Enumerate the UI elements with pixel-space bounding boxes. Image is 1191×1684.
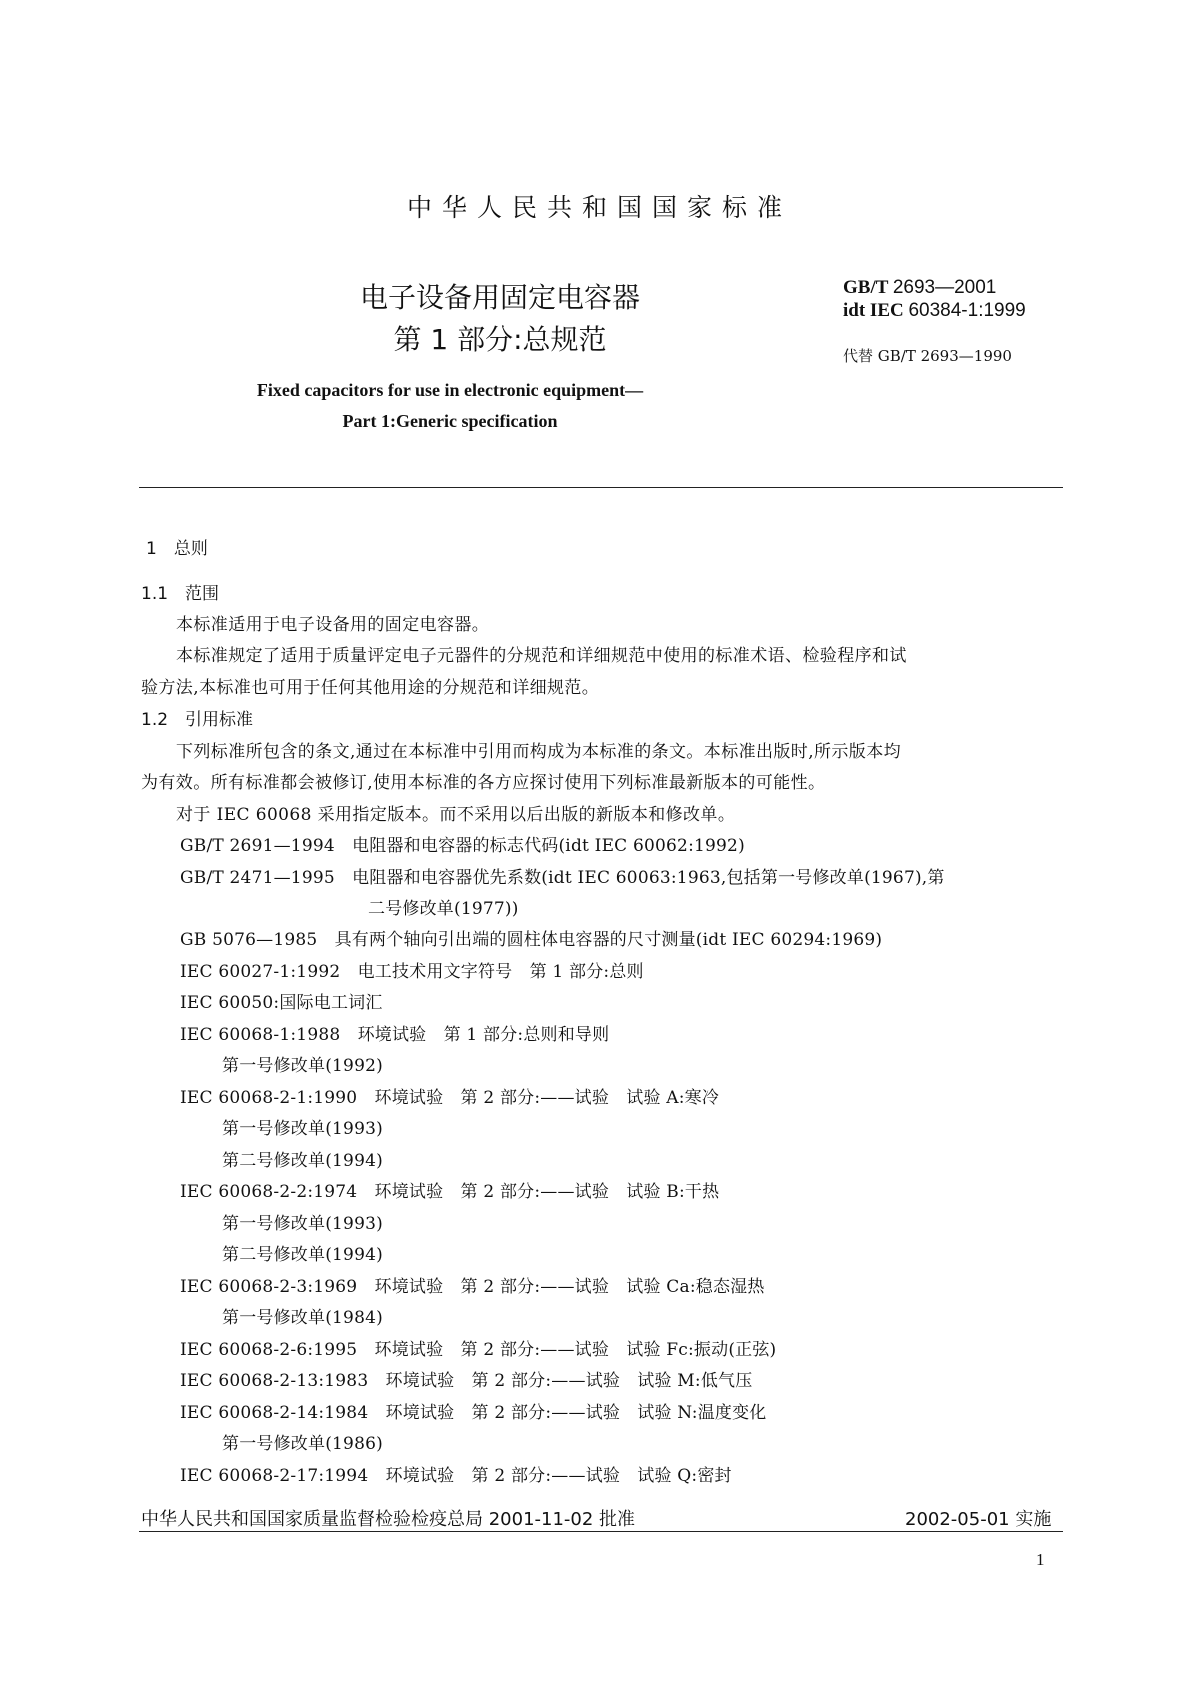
reference-item: IEC 60068-2-1:1990 环境试验 第 2 部分:——试验 试验 A:寒冷: [180, 1088, 720, 1108]
reference-item: IEC 60068-2-17:1994 环境试验 第 2 部分:——试验 试验 Q:密封: [180, 1466, 732, 1486]
title-en-line1: Fixed capacitors for use in electronic equipment—: [256, 380, 644, 400]
paragraph: 验方法,本标准也可用于任何其他用途的分规范和详细规范。: [141, 678, 600, 698]
paragraph: 下列标准所包含的条文,通过在本标准中引用而构成为本标准的条文。本标准出版时,所示版本均: [176, 742, 902, 762]
subsection-heading-scope: 1.1 范围: [141, 584, 220, 604]
amendment-item: 第一号修改单(1984): [222, 1308, 383, 1328]
reference-item: IEC 60068-2-2:1974 环境试验 第 2 部分:——试验 试验 B:干热: [180, 1182, 720, 1202]
reference-item: IEC 60027-1:1992 电工技术用文字符号 第 1 部分:总则: [180, 962, 644, 982]
footer-divider: [139, 1531, 1063, 1532]
title-cn-line1: 电子设备用固定电容器: [359, 281, 640, 314]
amendment-item: 第二号修改单(1994): [222, 1151, 383, 1171]
header-divider: [139, 487, 1063, 488]
standard-code: [843, 277, 996, 299]
effective-date: 2002-05-01 实施: [905, 1509, 1052, 1530]
reference-item: GB 5076—1985 具有两个轴向引出端的圆柱体电容器的尺寸测量(idt IEC 60294:1969): [180, 930, 883, 950]
amendment-item: 第一号修改单(1993): [222, 1119, 383, 1139]
standard-type-header: 中华人民共和国国家标准: [406, 193, 792, 222]
subsection-heading-references: 1.2 引用标准: [141, 710, 254, 730]
page-number: 1: [1036, 1550, 1045, 1569]
reference-item: GB/T 2691—1994 电阻器和电容器的标志代码(idt IEC 60062:1992): [180, 836, 745, 856]
title-cn-line2: 第 1 部分:总规范: [393, 323, 607, 356]
paragraph: 本标准适用于电子设备用的固定电容器。: [176, 615, 490, 635]
gbt-number: 2693—2001: [892, 277, 997, 298]
idt-number: 60384-1:1999: [908, 300, 1026, 321]
reference-continuation: 二号修改单(1977)): [368, 899, 519, 919]
gbt-prefix: GB/T: [843, 277, 889, 298]
amendment-item: 第一号修改单(1986): [222, 1434, 383, 1454]
paragraph: 本标准规定了适用于质量评定电子元器件的分规范和详细规范中使用的标准术语、检验程序和试: [176, 646, 907, 666]
approval-line: 中华人民共和国国家质量监督检验检疫总局 2001-11-02 批准: [141, 1509, 636, 1530]
reference-item: IEC 60068-2-6:1995 环境试验 第 2 部分:——试验 试验 Fc:振动(正弦): [180, 1340, 777, 1360]
section-heading: 1 总则: [146, 539, 208, 559]
amendment-item: 第一号修改单(1992): [222, 1056, 383, 1076]
reference-item: IEC 60068-2-13:1983 环境试验 第 2 部分:——试验 试验 M:低气压: [180, 1371, 753, 1391]
reference-item: GB/T 2471—1995 电阻器和电容器优先系数(idt IEC 60063:1963,包括第一号修改单(1967),第: [180, 868, 945, 888]
idt-code: [843, 300, 1026, 322]
title-en-line2: Part 1:Generic specification: [342, 411, 558, 431]
reference-item: IEC 60068-1:1988 环境试验 第 1 部分:总则和导则: [180, 1025, 610, 1045]
reference-item: IEC 60068-2-3:1969 环境试验 第 2 部分:——试验 试验 Ca:稳态湿热: [180, 1277, 765, 1297]
replaces-standard: 代替 GB/T 2693—1990: [843, 347, 1012, 365]
amendment-item: 第一号修改单(1993): [222, 1214, 383, 1234]
paragraph: 为有效。所有标准都会被修订,使用本标准的各方应探讨使用下列标准最新版本的可能性。: [141, 773, 826, 793]
amendment-item: 第二号修改单(1994): [222, 1245, 383, 1265]
paragraph: 对于 IEC 60068 采用指定版本。而不采用以后出版的新版本和修改单。: [176, 805, 736, 825]
reference-item: IEC 60050:国际电工词汇: [180, 993, 383, 1013]
reference-item: IEC 60068-2-14:1984 环境试验 第 2 部分:——试验 试验 N:温度变化: [180, 1403, 767, 1423]
idt-prefix: idt IEC: [843, 300, 904, 321]
